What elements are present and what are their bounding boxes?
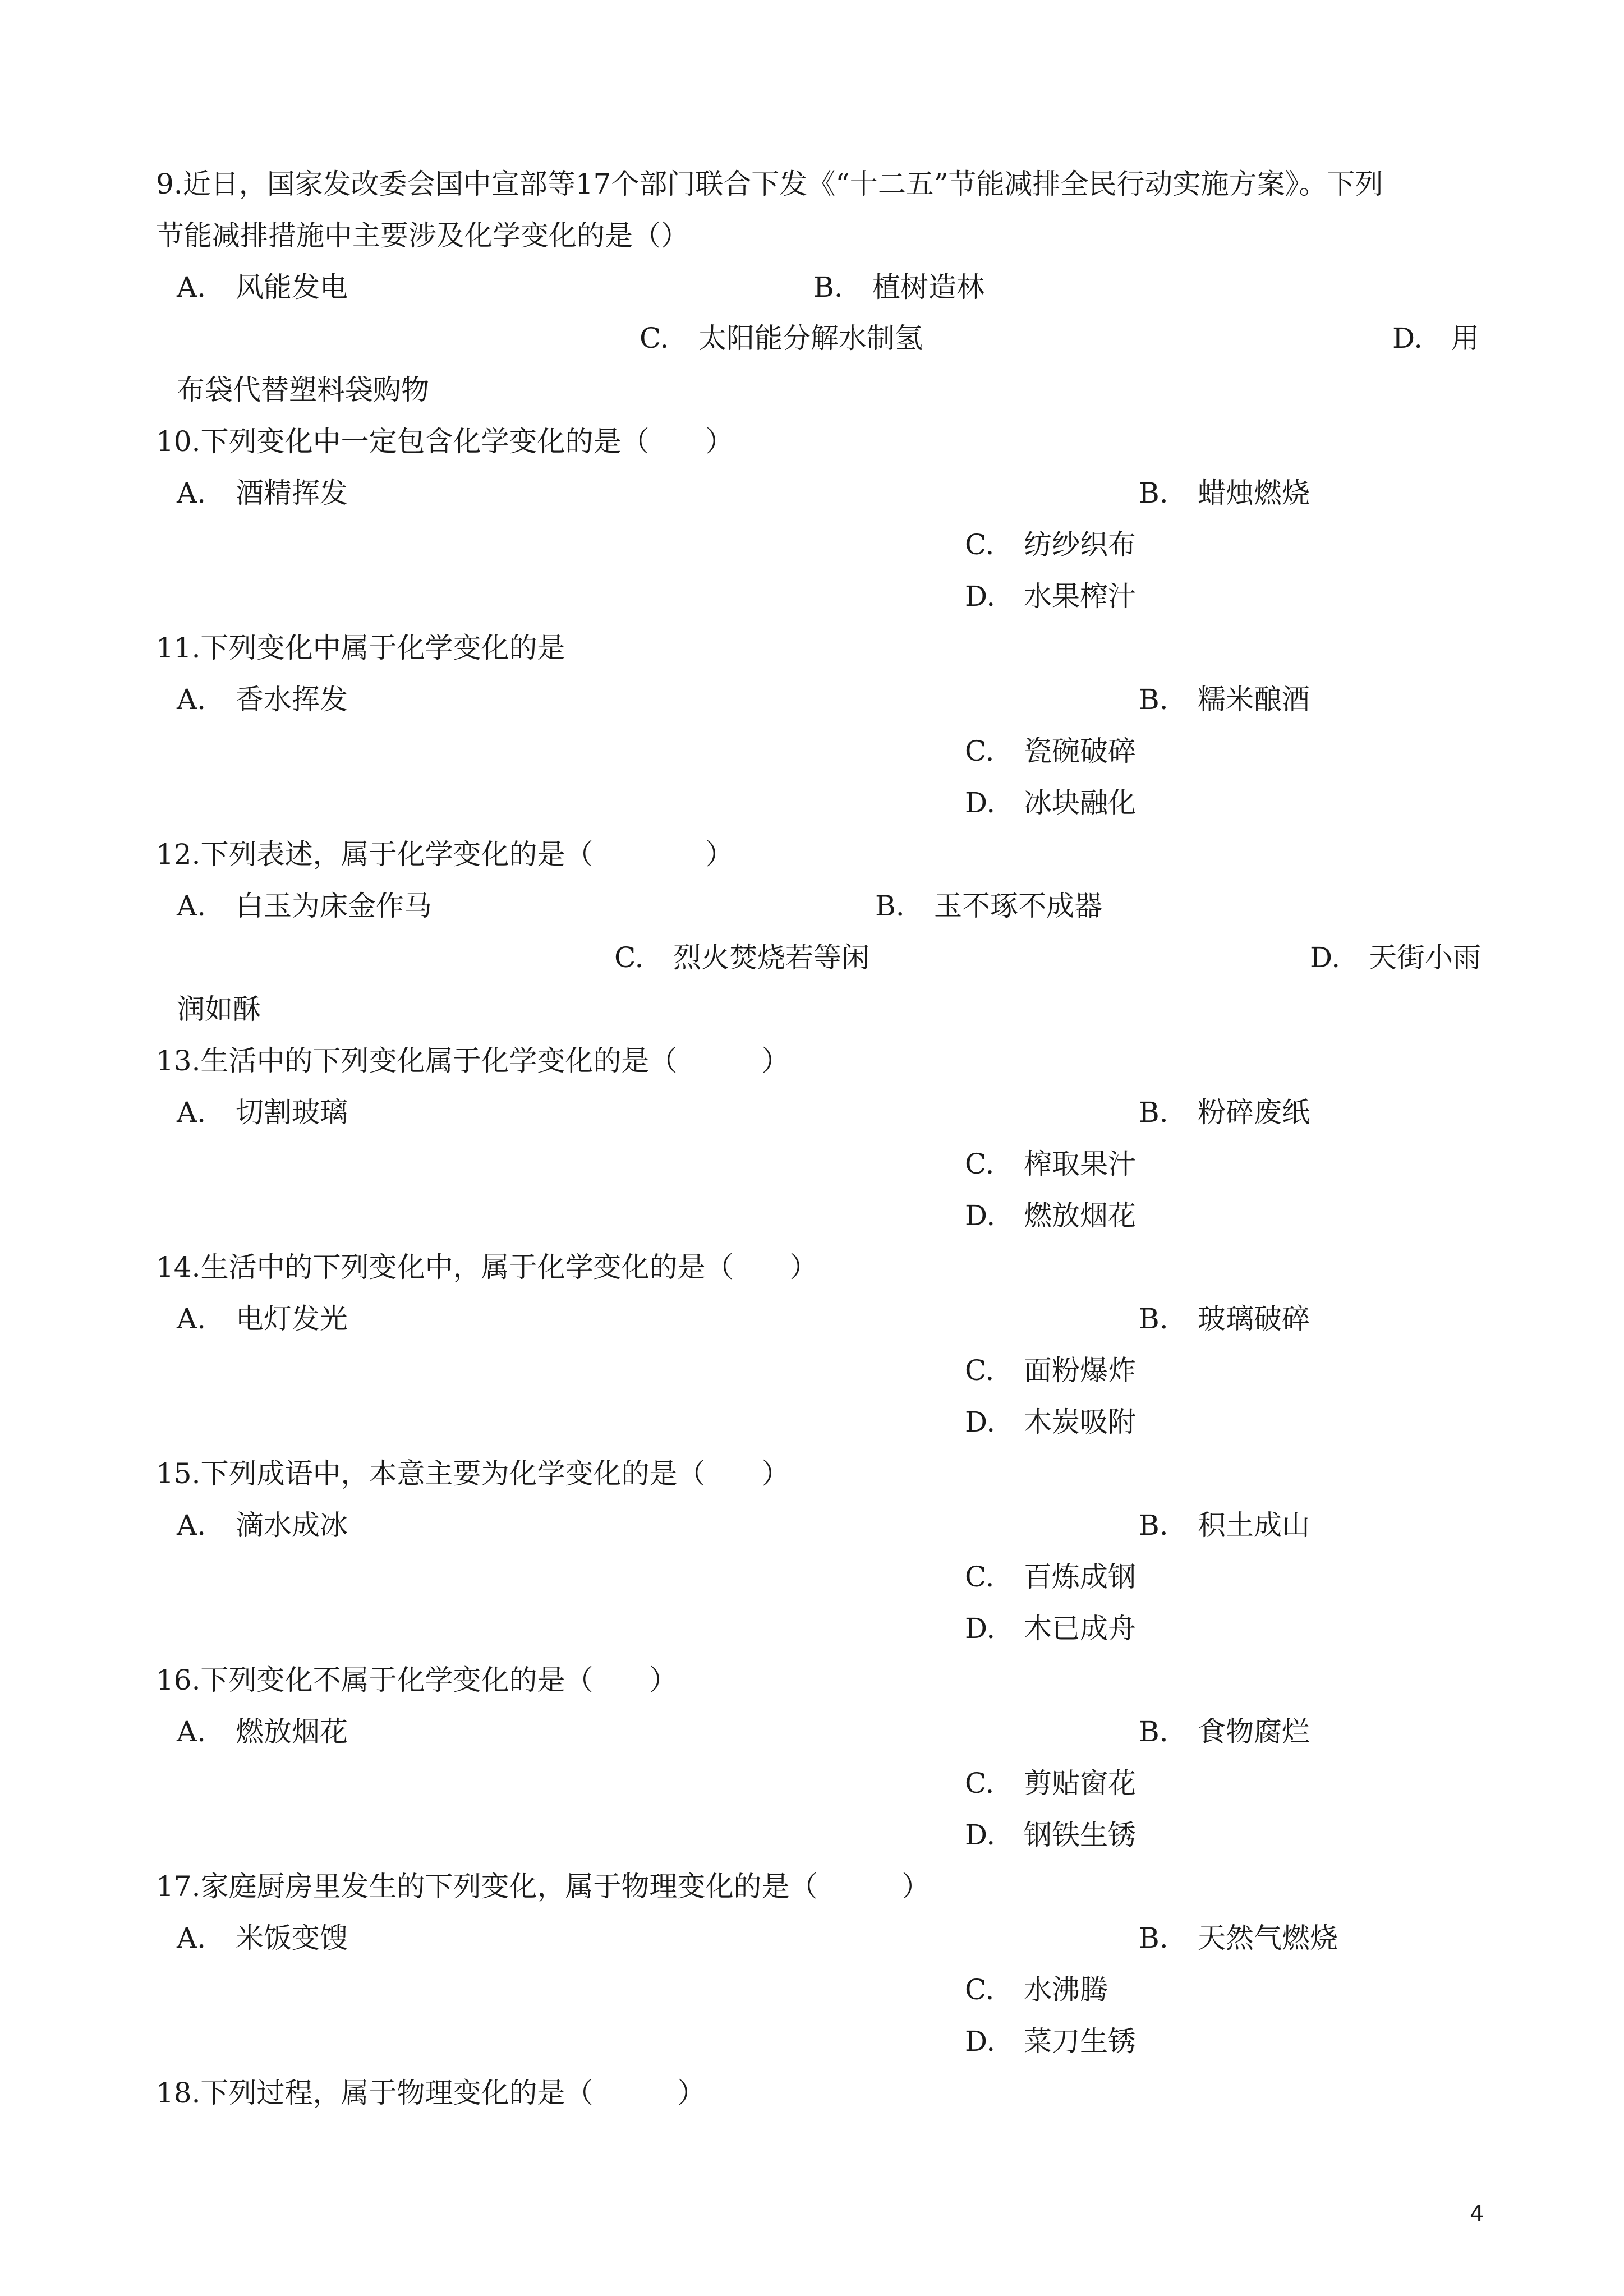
question-10-option-d: D. 水果榨汁: [965, 580, 1136, 613]
question-15-option-a: A. 滴水成冰: [177, 1509, 348, 1542]
question-13-option-d: D. 燃放烟花: [965, 1199, 1136, 1232]
question-13-option-a: A. 切割玻璃: [177, 1096, 348, 1129]
question-9-option-b: B. 植树造林: [813, 271, 984, 303]
question-16-stem: 16.下列变化不属于化学变化的是（ ）: [156, 1664, 678, 1696]
question-17-option-d: D. 菜刀生锈: [965, 2025, 1136, 2058]
question-14-option-c: C. 面粉爆炸: [965, 1354, 1136, 1387]
question-16-option-a: A. 燃放烟花: [177, 1715, 348, 1748]
question-10-option-c: C. 纺纱织布: [965, 528, 1136, 561]
question-14-option-d: D. 木炭吸附: [965, 1406, 1136, 1438]
question-9-option-d-continuation: 布袋代替塑料袋购物: [177, 374, 429, 406]
question-10-option-a: A. 酒精挥发: [177, 477, 348, 509]
question-16-option-d: D. 钢铁生锈: [965, 1819, 1136, 1851]
question-9-option-c: C. 太阳能分解水制氢: [640, 322, 923, 355]
question-11-option-a: A. 香水挥发: [177, 683, 348, 716]
question-9-option-d: D. 用: [1392, 322, 1479, 355]
question-9-stem-line2: 节能减排措施中主要涉及化学变化的是（）: [156, 219, 689, 252]
question-15-option-d: D. 木已成舟: [965, 1612, 1136, 1645]
question-13-option-c: C. 榨取果汁: [965, 1148, 1136, 1180]
question-15-stem: 15.下列成语中，本意主要为化学变化的是（ ）: [156, 1457, 790, 1490]
page-number: 4: [1470, 2201, 1484, 2227]
question-16-option-c: C. 剪贴窗花: [965, 1767, 1136, 1800]
question-9-stem: 9.近日，国家发改委会国中宣部等17个部门联合下发《“十二五”节能减排全民行动实施方案》。下列: [156, 168, 1383, 200]
question-13-option-b: B. 粉碎废纸: [1139, 1096, 1310, 1129]
question-17-option-b: B. 天然气燃烧: [1139, 1922, 1338, 1954]
question-12-option-c: C. 烈火焚烧若等闲: [614, 941, 869, 974]
question-11-option-b: B. 糯米酿酒: [1139, 683, 1310, 716]
question-17-stem: 17.家庭厨房里发生的下列变化，属于物理变化的是（ ）: [156, 1870, 930, 1903]
question-9-option-a: A. 风能发电: [177, 271, 348, 303]
question-14-stem: 14.生活中的下列变化中，属于化学变化的是（ ）: [156, 1251, 818, 1283]
question-14-option-b: B. 玻璃破碎: [1139, 1303, 1310, 1335]
question-10-stem: 10.下列变化中一定包含化学变化的是（ ）: [156, 425, 734, 458]
question-17-option-c: C. 水沸腾: [965, 1973, 1108, 2006]
question-12-stem: 12.下列表述，属于化学变化的是（ ）: [156, 838, 734, 871]
question-17-option-a: A. 米饭变馊: [177, 1922, 348, 1954]
question-12-option-d-continuation: 润如酥: [177, 993, 261, 1025]
question-18-stem: 18.下列过程，属于物理变化的是（ ）: [156, 2077, 706, 2109]
question-11-option-d: D. 冰块融化: [965, 786, 1136, 819]
question-12-option-a: A. 白玉为床金作马: [177, 890, 432, 922]
question-10-option-b: B. 蜡烛燃烧: [1139, 477, 1310, 509]
question-12-option-d: D. 天街小雨: [1310, 941, 1481, 974]
question-11-stem: 11.下列变化中属于化学变化的是: [156, 632, 565, 664]
question-14-option-a: A. 电灯发光: [177, 1303, 348, 1335]
question-11-option-c: C. 瓷碗破碎: [965, 735, 1136, 767]
question-16-option-b: B. 食物腐烂: [1139, 1715, 1310, 1748]
question-15-option-b: B. 积土成山: [1139, 1509, 1310, 1542]
question-12-option-b: B. 玉不琢不成器: [875, 890, 1102, 922]
question-15-option-c: C. 百炼成钢: [965, 1561, 1136, 1593]
question-13-stem: 13.生活中的下列变化属于化学变化的是（ ）: [156, 1045, 790, 1077]
